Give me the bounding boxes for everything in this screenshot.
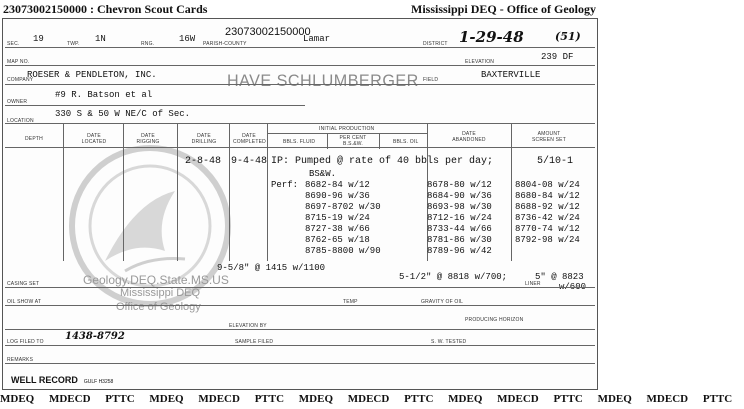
- perf-2-2: 8684-90 w/36: [427, 191, 492, 201]
- watermark-line3: Office of Geology: [116, 301, 201, 313]
- bssw-label: BS&W.: [309, 169, 337, 179]
- col-divider-3: [177, 123, 178, 261]
- perf-2-7: 8789-96 w/42: [427, 246, 492, 256]
- perf-3-5: 8770-74 w/12: [515, 224, 580, 234]
- rule-row4: [5, 105, 305, 106]
- col-bbls-oil: BBLS. OIL: [393, 139, 419, 145]
- footer-item: MDECD: [646, 393, 689, 405]
- document-id-title: 23073002150000 : Chevron Scout Cards: [3, 2, 208, 16]
- casing-value-3b: w/600: [559, 282, 587, 292]
- footer-item: PTTC: [105, 393, 135, 405]
- footer-item: MDEQ: [597, 393, 632, 405]
- col-divider-6: [327, 133, 328, 149]
- handwritten-date: 1-29-48: [459, 28, 524, 46]
- gravity-label: GRAVITY OF OIL: [421, 299, 464, 305]
- perf-2-4: 8712-16 w/24: [427, 213, 492, 223]
- location-label: LOCATION: [7, 118, 34, 124]
- perf-1-1: 8682-84 w/12: [305, 180, 370, 190]
- col-initial-production: INITIAL PRODUCTION: [319, 126, 375, 132]
- footer-item: MDECD: [497, 393, 539, 405]
- perf-3-2: 8680-84 w/12: [515, 191, 580, 201]
- sec-value: 19: [33, 34, 44, 44]
- col-date-located: DATE LOCATED: [81, 133, 107, 145]
- rule-log-filed: [5, 345, 595, 346]
- parish-county-label: PARISH-COUNTY: [203, 41, 247, 47]
- county-value: Lamar: [303, 34, 331, 44]
- footer-item: PTTC: [702, 393, 733, 405]
- perf-2-3: 8693-98 w/30: [427, 202, 492, 212]
- footer-item: MDEQ: [0, 393, 35, 405]
- perf-3-4: 8736-42 w/24: [515, 213, 580, 223]
- location-value: 330 S & 50 W NE/C of Sec.: [55, 109, 191, 119]
- gulf-form-code: GULF H3258: [83, 379, 114, 385]
- col-amount-screen: AMOUNT SCREEN SET: [532, 131, 566, 143]
- col-date-completed: DATE COMPLETED: [233, 133, 266, 145]
- agency-title: Mississippi DEQ - Office of Geology: [411, 2, 596, 16]
- elevation-value: 239 DF: [541, 52, 574, 62]
- footer-item: PTTC: [404, 393, 434, 405]
- liner-label: LINER: [525, 281, 541, 287]
- sec-label: SEC.: [7, 41, 20, 47]
- col-bbls-fluid: BBLS. FLUID: [283, 139, 316, 145]
- perf-1-7: 8785-8800 w/90: [305, 246, 381, 256]
- col-date-drilling: DATE DRILLING: [191, 133, 217, 145]
- circled-number: (51): [555, 30, 581, 43]
- owner-label: OWNER: [7, 99, 28, 105]
- perf-1-5: 8727-38 w/66: [305, 224, 370, 234]
- rule-elevation-by: [5, 329, 595, 330]
- perf-1-6: 8762-65 w/18: [305, 235, 370, 245]
- producing-horizon-label: PRODUCING HORIZON: [465, 317, 524, 323]
- table-header-rule: [5, 147, 595, 148]
- twp-label: TWP.: [67, 41, 80, 47]
- rule-row3: [5, 84, 595, 85]
- rule-row5: [5, 123, 595, 124]
- twp-value: 1N: [95, 34, 106, 44]
- col-per-cent: PER CENT B.S.&W.: [339, 135, 367, 147]
- col-date-rigging: DATE RIGGING: [136, 133, 160, 145]
- company-value: ROESER & PENDLETON, INC.: [27, 70, 157, 80]
- sw-tested-label: S. W. TESTED: [431, 339, 467, 345]
- perf-3-6: 8792-98 w/24: [515, 235, 580, 245]
- date-drilling-value: 2-8-48: [185, 156, 222, 167]
- perf-2-1: 8678-80 w/12: [427, 180, 492, 190]
- scout-card: [2, 18, 598, 390]
- rng-label: RNG.: [141, 41, 155, 47]
- footer-item: PTTC: [254, 393, 285, 405]
- watermark-url: Geology.DEQ.State.MS.US: [83, 273, 229, 287]
- ip-date: 5/10-1: [537, 156, 574, 167]
- date-completed-value: 9-4-48: [231, 156, 268, 167]
- elevation-label: ELEVATION: [465, 59, 495, 65]
- col-divider-9: [511, 123, 512, 261]
- field-value: BAXTERVILLE: [481, 70, 541, 80]
- perf-1-3: 8697-8702 w/30: [305, 202, 381, 212]
- district-label: DISTRICT: [423, 41, 448, 47]
- casing-value-1: 9-5/8" @ 1415 w/1100: [217, 263, 326, 273]
- company-label: COMPANY: [7, 77, 34, 83]
- log-filed-value: 1438-8792: [65, 331, 125, 342]
- owner-value: #9 R. Batson et al: [55, 90, 153, 100]
- watermark-line2: Mississippi DEQ: [120, 287, 201, 299]
- rng-value: 16W: [179, 34, 196, 44]
- casing-value-2: 5-1/2" @ 8818 w/700;: [399, 272, 508, 282]
- perf-label: Perf:: [271, 180, 299, 190]
- ip-line: IP: Pumped @ rate of 40 bbls per day;: [271, 156, 494, 167]
- elevation-by-label: ELEVATION BY: [229, 323, 267, 329]
- col-divider-2: [123, 123, 124, 261]
- footer-item: MDECD: [198, 393, 240, 405]
- footer-item: MDEQ: [298, 393, 334, 405]
- initial-production-rule: [267, 133, 427, 134]
- card-serial-number: 23073002150000: [225, 26, 311, 38]
- rule-row2: [5, 65, 595, 66]
- col-divider-7: [379, 133, 380, 149]
- oil-show-label: OIL SHOW AT: [7, 299, 42, 305]
- rule-casing: [5, 287, 595, 288]
- document-header: [0, 2, 600, 16]
- map-no-label: MAP NO.: [7, 59, 30, 65]
- log-filed-label: LOG FILED TO: [7, 339, 44, 345]
- perf-1-4: 8715-19 w/24: [305, 213, 370, 223]
- footer-item: MDECD: [48, 393, 91, 405]
- remarks-label: REMARKS: [7, 357, 34, 363]
- perf-2-6: 8781-86 w/30: [427, 235, 492, 245]
- col-date-abandoned: DATE ABANDONED: [452, 131, 486, 143]
- footer-item: PTTC: [553, 393, 583, 405]
- perf-3-1: 8804-08 w/24: [515, 180, 580, 190]
- perf-3-3: 8688-92 w/12: [515, 202, 580, 212]
- col-depth: DEPTH: [25, 136, 43, 142]
- casing-set-label: CASING SET: [7, 281, 40, 287]
- perf-1-2: 8690-96 w/36: [305, 191, 370, 201]
- well-record-label: WELL RECORD: [11, 375, 78, 385]
- field-label: FIELD: [423, 77, 439, 83]
- footer-item: MDEQ: [448, 393, 483, 405]
- temp-label: TEMP: [343, 299, 358, 305]
- sample-filed-label: SAMPLE FILED: [235, 339, 274, 345]
- col-divider-5: [267, 123, 268, 261]
- well-record-title: [11, 375, 113, 385]
- perf-2-5: 8733-44 w/66: [427, 224, 492, 234]
- col-divider-1: [63, 123, 64, 261]
- rule-remarks: [5, 363, 595, 364]
- casing-value-3: 5" @ 8823: [535, 272, 584, 282]
- footer-item: MDECD: [347, 393, 390, 405]
- col-divider-4: [229, 123, 230, 261]
- schlumberger-stamp: HAVE SCHLUMBERGER: [227, 71, 419, 90]
- footer-banner: [0, 393, 733, 407]
- footer-item: MDEQ: [149, 393, 184, 405]
- rule-oil-show: [5, 305, 595, 306]
- rule-row1: [5, 47, 595, 48]
